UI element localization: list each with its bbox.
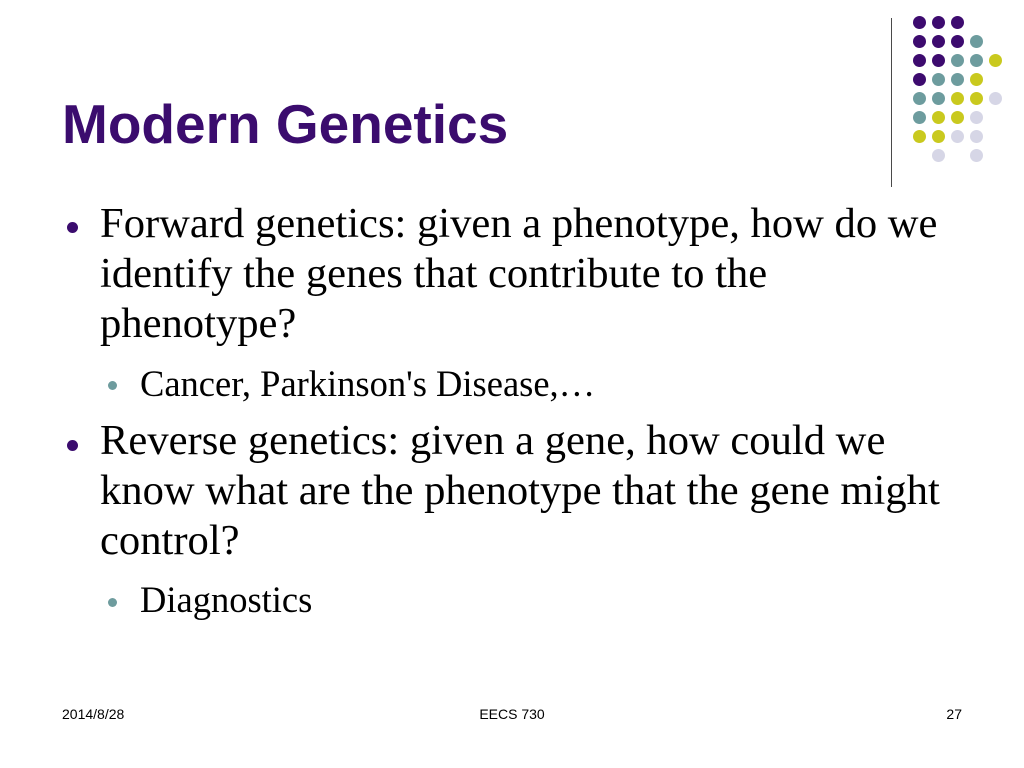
decor-dot-yellow xyxy=(932,130,945,143)
decor-dot-purple xyxy=(932,54,945,67)
dot-grid-spacer xyxy=(989,111,1002,124)
decor-dot-purple xyxy=(951,16,964,29)
decor-dot-purple xyxy=(951,35,964,48)
dot-grid-spacer xyxy=(989,130,1002,143)
decor-dot-yellow xyxy=(970,73,983,86)
dot-grid-spacer xyxy=(989,16,1002,29)
decor-dot-yellow xyxy=(951,92,964,105)
decor-dot-teal xyxy=(970,35,983,48)
decor-dot-yellow xyxy=(989,54,1002,67)
decor-dot-yellow xyxy=(970,92,983,105)
decor-dot-yellow xyxy=(951,111,964,124)
bullet-dot-icon xyxy=(67,222,78,233)
decor-dot-purple xyxy=(913,35,926,48)
decor-dot-teal xyxy=(951,73,964,86)
decor-dot-yellow xyxy=(932,111,945,124)
dot-grid-spacer xyxy=(989,149,1002,162)
decor-dot-teal xyxy=(913,111,926,124)
sub-bullet-dot-icon xyxy=(108,598,117,607)
sub-bullet-examples: Cancer, Parkinson's Disease,… xyxy=(140,363,596,404)
footer-date: 2014/8/28 xyxy=(62,706,125,722)
footer-course: EECS 730 xyxy=(479,706,545,722)
decor-dot-teal xyxy=(932,73,945,86)
decor-dot-lavender xyxy=(989,92,1002,105)
decor-dot-purple xyxy=(932,16,945,29)
decor-dot-teal xyxy=(970,54,983,67)
bullet-dot-icon xyxy=(67,440,78,451)
decorative-dot-grid xyxy=(910,13,1005,165)
decor-dot-yellow xyxy=(913,130,926,143)
dot-grid-spacer xyxy=(951,149,964,162)
decor-dot-lavender xyxy=(932,149,945,162)
decor-dot-teal xyxy=(932,92,945,105)
decor-dot-purple xyxy=(932,35,945,48)
decor-dot-purple xyxy=(913,54,926,67)
bullet-reverse-genetics: Reverse genetics: given a gene, how could we know what are the phenotype that the gene might control? xyxy=(100,417,940,564)
decor-dot-purple xyxy=(913,73,926,86)
decor-dot-lavender xyxy=(970,149,983,162)
dot-grid-spacer xyxy=(970,16,983,29)
sub-bullet-diagnostics: Diagnostics xyxy=(140,579,313,620)
decor-dot-lavender xyxy=(970,130,983,143)
slide-number: 27 xyxy=(946,706,962,722)
dot-grid-spacer xyxy=(913,149,926,162)
slide-title: Modern Genetics xyxy=(62,93,509,155)
dot-grid-spacer xyxy=(989,35,1002,48)
bullet-forward-genetics: Forward genetics: given a phenotype, how do we identify the genes that contribute to the phenotype? xyxy=(100,200,938,347)
decor-dot-teal xyxy=(913,92,926,105)
decor-dot-lavender xyxy=(970,111,983,124)
decor-dot-teal xyxy=(951,54,964,67)
dot-grid-spacer xyxy=(989,73,1002,86)
decor-dot-purple xyxy=(913,16,926,29)
sub-bullet-dot-icon xyxy=(108,381,117,390)
title-divider-line xyxy=(891,18,892,187)
decor-dot-lavender xyxy=(951,130,964,143)
